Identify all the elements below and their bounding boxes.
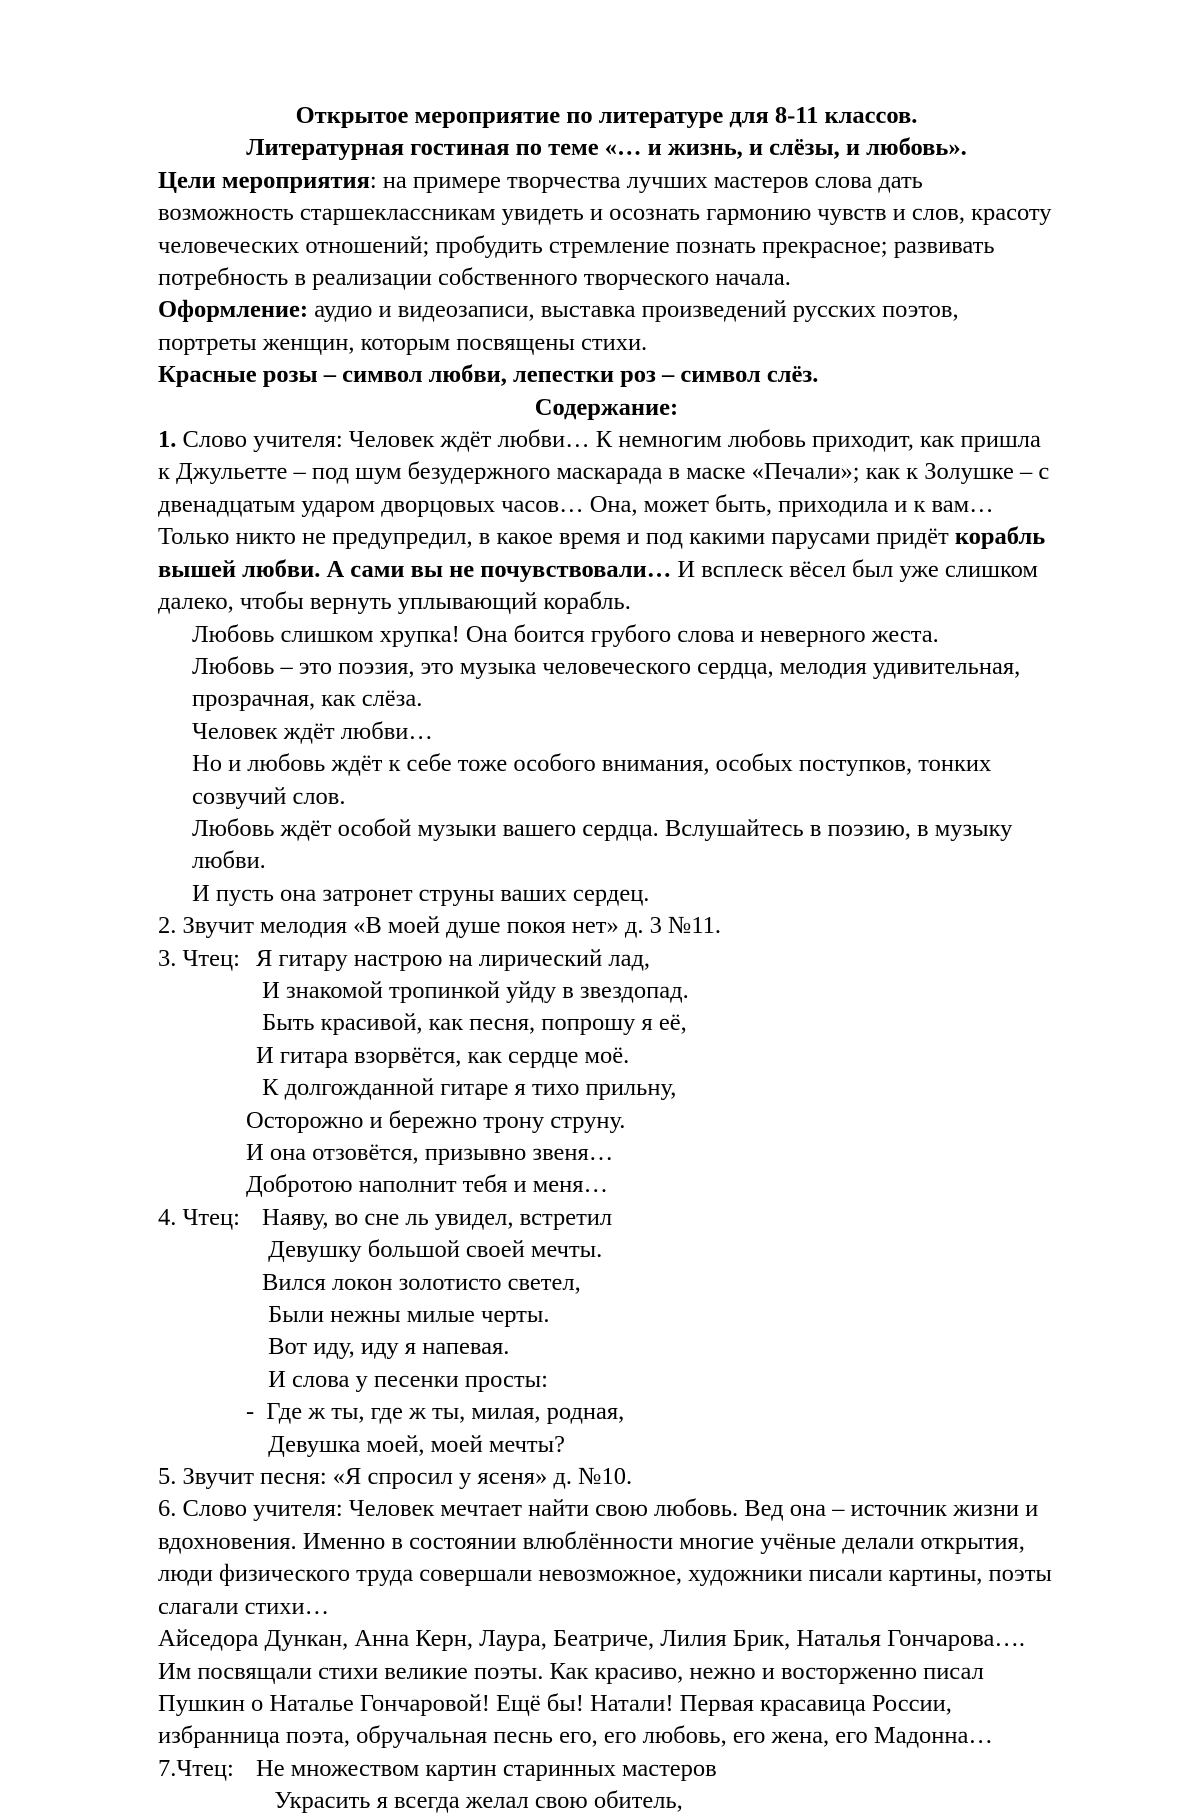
verse-line: И гитара взорвётся, как сердце моё. xyxy=(256,1041,630,1069)
item-6-paragraph: 6. Слово учителя: Человек мечтает найти свою любовь. Вед она – источник жизни и вдохновения. Именно в состоянии влюблённости многие учёные делали открытия, люди физического труда совершали невозможное, художники писали картины, поэты слагали стихи… xyxy=(158,1495,1052,1620)
item-6-muses-paragraph: Айседора Дункан, Анна Керн, Лаура, Беатриче, Лилия Брик, Наталья Гончарова…. Им посвящали стихи великие поэты. Как красиво, нежно и восторженно писал Пушкин о Наталье Гончаровой! Ещё бы! Натали! Первая красавица России, избранница поэта, обручальная песнь его, его любовь, его жена, его Мадонна… xyxy=(158,1625,1025,1750)
verse-line: Были нежны милые черты. xyxy=(262,1301,550,1329)
item-2-melody-line: 2. Звучит мелодия «В моей душе покоя нет» д. 3 №11. xyxy=(158,912,722,940)
verse-line: Украсить я всегда желал свою обитель, xyxy=(256,1787,683,1815)
item-1-bold-phrase: корабль вышей любви. А сами вы не почувствовали… xyxy=(158,523,1046,583)
goals-text: : на примере творчества лучших мастеров слова дать возможность старшеклассникам увидеть и осознать гармонию чувств и слов, красоту человеческих отношений; пробудить стремление познать прекрасное; развивать потребность в реализации собственного творческого начала. xyxy=(158,166,1052,292)
item-1-text-part-2: И всплеск вёсел был уже слишком далеко, чтобы вернуть уплывающий корабль. xyxy=(158,555,1038,616)
item-4-label: 4. Чтец: xyxy=(158,1203,240,1231)
item-3-lines xyxy=(246,943,1055,1202)
document-body xyxy=(158,100,1055,1818)
item-1-number: 1. xyxy=(158,426,177,454)
item-1-sub-paragraph: И пусть она затронет струны ваших сердец. xyxy=(192,879,650,907)
verse-line: - Где ж ты, где ж ты, милая, родная, xyxy=(246,1398,625,1426)
decoration-label: Оформление: xyxy=(158,296,309,324)
item-7-label: 7.Чтец: xyxy=(158,1754,234,1782)
item-7-lines xyxy=(246,1753,1055,1818)
document-title-line-1: Открытое мероприятие по литературе для 8-11 классов. xyxy=(295,102,918,129)
verse-line: К долгожданной гитаре я тихо прильну, xyxy=(256,1074,677,1102)
item-5-song-line: 5. Звучит песня: «Я спросил у ясеня» д. №10. xyxy=(158,1463,633,1491)
item-7-row xyxy=(158,1753,1055,1818)
item-1-sub-paragraph: Но и любовь ждёт к себе тоже особого внимания, особых поступков, тонких созвучий слов. xyxy=(192,750,992,810)
verse-line: Вот иду, иду я напевая. xyxy=(262,1333,510,1361)
verse-line: И она отзовётся, призывно звеня… xyxy=(246,1139,614,1166)
goals-label: Цели мероприятия xyxy=(158,166,370,194)
verse-line: Быть красивой, как песня, попрошу я её, xyxy=(256,1009,687,1037)
roses-symbol-line: Красные розы – символ любви, лепестки роз – символ слёз. xyxy=(158,361,819,389)
verse-line: Девушку большой своей мечты. xyxy=(262,1236,603,1264)
item-4-reciter-block xyxy=(158,1202,1055,1461)
item-1-sub-paragraph: Человек ждёт любви… xyxy=(192,717,433,745)
verse-line: Не множеством картин старинных мастеров xyxy=(256,1754,717,1782)
verse-line: Я гитару настрою на лирический лад, xyxy=(256,944,651,972)
goals-paragraph xyxy=(158,165,1055,295)
decoration-paragraph xyxy=(158,294,1055,359)
verse-line: Вился локон золотисто светел, xyxy=(262,1268,581,1296)
verse-line: Наяву, во сне ль увидел, встретил xyxy=(262,1203,613,1231)
item-1-sub-paragraph: Любовь слишком хрупка! Она боится грубого слова и неверного жеста. xyxy=(192,620,939,648)
item-1-text-part-1: Слово учителя: Человек ждёт любви… К немногим любовь приходит, как пришла к Джульетте – под шум безудержного маскарада в маске «Печали»; как к Золушке – с двенадцатым ударом дворцовых часов… Она, может быть, приходила и к вам… Только никто не предупредил, в какое время и под какими парусами придёт xyxy=(158,426,1050,551)
item-3-label: 3. Чтец: xyxy=(158,944,240,972)
decoration-text: аудио и видеозаписи, выставка произведений русских поэтов, портреты женщин, которым посвящены стихи. xyxy=(158,296,959,356)
verse-line: Девушка моей, моей мечты? xyxy=(262,1430,565,1458)
item-1-sub-paragraph: Любовь ждёт особой музыки вашего сердца. Вслушайтесь в поэзию, в музыку любви. xyxy=(192,814,1013,875)
verse-line: И слова у песенки просты: xyxy=(262,1365,548,1393)
item-3-reciter-block xyxy=(158,943,1055,1202)
verse-line: И знакомой тропинкой уйду в звездопад. xyxy=(256,976,689,1004)
document-title-line-2: Литературная гостиная по теме «… и жизнь, и слёзы, и любовь». xyxy=(246,134,967,162)
item-4-lines xyxy=(246,1202,1055,1461)
verse-line: Добротою наполнит тебя и меня… xyxy=(246,1171,608,1199)
verse-line: Осторожно и бережно трону струну. xyxy=(246,1106,626,1134)
item-7-reciter-block xyxy=(158,1753,1055,1818)
contents-heading: Содержание: xyxy=(534,393,679,421)
item-3-row xyxy=(158,943,1055,1202)
item-1-sub-paragraph: Любовь – это поэзия, это музыка человеческого сердца, мелодия удивительная, прозрачная, как слёза. xyxy=(192,652,1021,713)
item-1-paragraph xyxy=(158,424,1055,618)
item-4-row xyxy=(158,1202,1055,1461)
